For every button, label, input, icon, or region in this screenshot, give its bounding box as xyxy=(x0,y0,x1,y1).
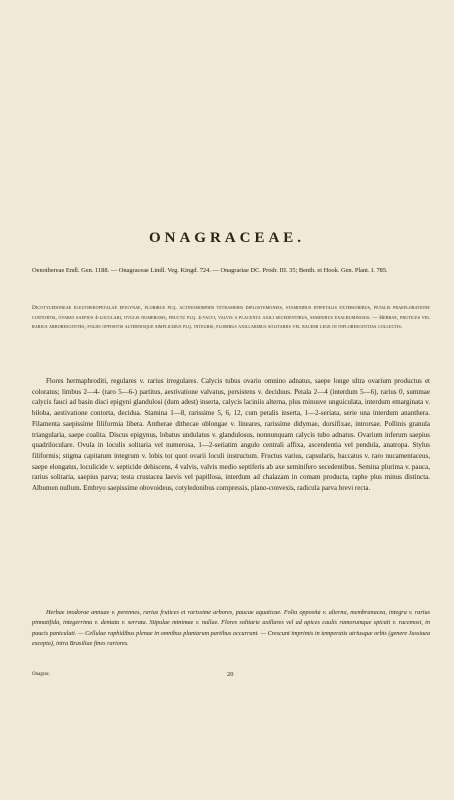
synonymy-paragraph: Oenothereae Endl. Gen. 1188. — Onagraceae Lindl. Veg. Kingd. 724. — Onagrariae DC. Prodr. III. 35; Benth. et Hook. Gen. Plant. I. 785. xyxy=(32,267,388,274)
habit-block xyxy=(32,608,430,649)
description-block xyxy=(32,376,430,494)
signature-mark: Onagrac. xyxy=(32,672,51,677)
habit-paragraph: Herbae inodorae annuae v. perennes, rarius frutices et rarissime arbores, paucae aquaticae. Folia opposita v. alterna, membranacea, integra v. rarius pinnatifida, integerrima v. dentata v. serrata. Stipulae minimae v. nullae. Flores solitarie axillares vel ad apices caulis ramorumque spicati v. racemosi, in paucis paniculati. — Cellulae raphidibus plenae in omnibus plantarum partibus occurrunt. — Crescunt imprimis in temperatis utriusque orbis (genere Jussiaea excepto), intra Brasiliae fines rariores. xyxy=(32,609,430,647)
family-diagnosis: Dicotyledoneae eleutheropetalae epigynae, floribus plq. actinomorphis tetrameris diplostemoneis, staminibus epipetalis exterioribus, petalis praefloratione contortis, ovario saepius 4-loculari, ovulis numerosis, fructu plq. 4-valvi, valvis a placenta axili secedentibus, seminibus exalbuminosis. — Herbae, frutices vel rarius arborescentes, foliis oppositis alternisque simplicibus plq. integris, floribus axillaribus solitariis vel racemi lege in inflorescentias collectis. xyxy=(32,305,430,331)
description-paragraph: Flores hermaphroditi, regulares v. rarius irregulares. Calycis tubus ovario omnino adnatus, saepe longe ultra ovarium productus et coloratus; limbus 2—4- (raro 5—6-) partitus, aestivatione valvatus, persistens v. deciduus. Petala 2—4 (interdum 5—6), rarius 0, summae calycis fauci ad basin disci epigyni glandulosi (dum adest) inserta, calycis laciniis alterna, plus minusve unguiculata, interdum emarginata v. biloba, aestivatione contorta, decidua. Stamina 1—8, rarissime 5, 6, 12, cum petalis inserta, 1—2-seriata, serie una interdum anantherа. Filamenta saepissime filiformia libera. Antherae dithecae oblongae v. lineares, rarissime didymae, dorsifixae, introrsae. Pollinis granula triangularia, saepe coalita. Discus epigynus, lobatus undulatus v. glandulosus, nonnunquam calycis tubo adnatus. Ovarium inferum saepius quadriloculare. Ovula in loculis solitaria vel numerosa, 1—2-seriatim angulo centrali affixa, ascendentia vel pendula, anatropa. Stylus filiformis; stigma capitatum integrum v. lobis tot quot ovarii loculi instructum. Fructus varius, capsularis, baccatus v. raro nucamentaceus, saepe elongatus, loculicide v. septicide dehiscens, 4 valvis, valvis medio septiferis ab axe seminifero secedentibus. Semina plurima v. pauca, rarius solitaria, saepius parva; testa crustacea laevis vel papillosa, interdum ad chalazam in comam producta, raphe plus minus distincta. Albumen nullum. Embryo saepissime obovoideus, cotyledonibus compressis, plano-convexis, radicula parva brevi recta. xyxy=(32,377,430,493)
family-title: ONAGRACEAE. xyxy=(148,230,306,246)
page-footer xyxy=(32,672,430,682)
page-number: 20 xyxy=(227,671,234,678)
